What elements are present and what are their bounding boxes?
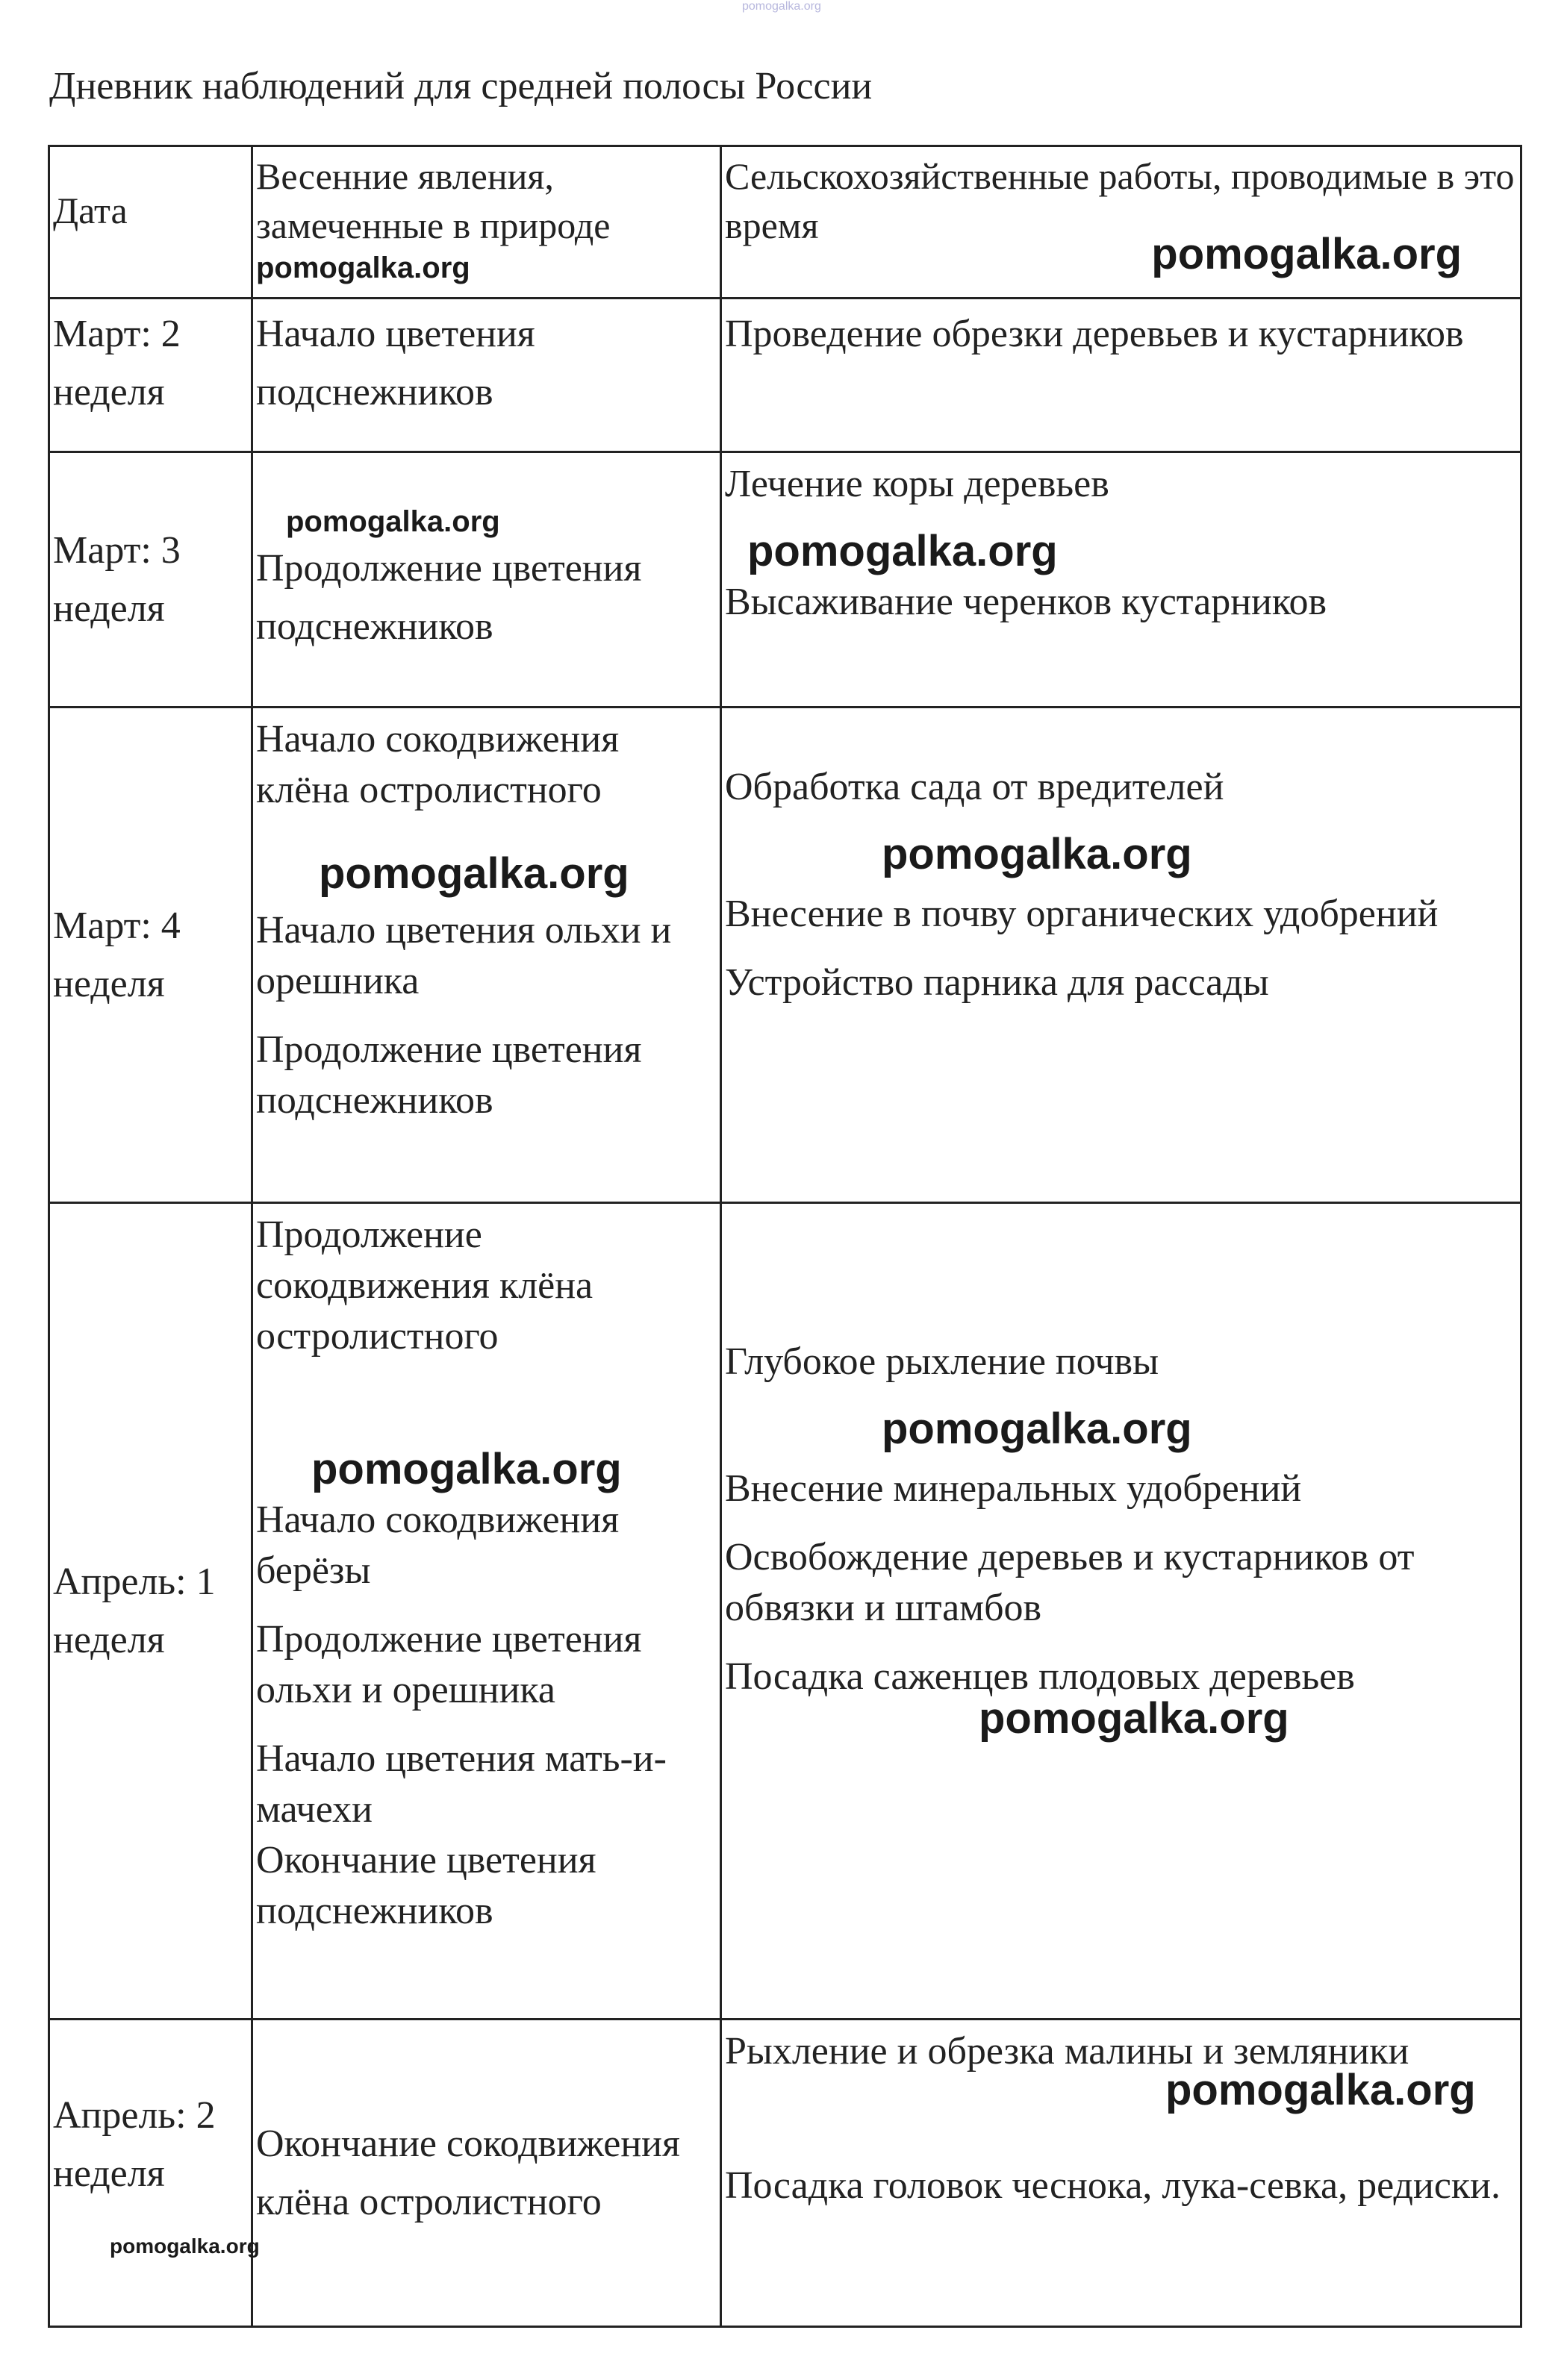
watermark: pomogalka.org <box>1151 230 1462 278</box>
phenomenon-item: Начало сокодвижения берёзы <box>256 1499 620 1592</box>
header-works <box>721 146 1521 299</box>
table-row <box>49 452 1521 708</box>
phenomenon-item: Продолжение цветения ольхи и орешника <box>256 1618 642 1711</box>
table-header-row <box>49 146 1521 299</box>
phenomenon-item: Продолжение цветения подснежников <box>256 546 642 648</box>
watermark: pomogalka.org <box>286 505 500 538</box>
work-item: Освобождение деревьев и кустарников от обвязки и штамбов <box>725 1536 1415 1629</box>
top-watermark: pomogalka.org <box>742 0 821 13</box>
date-label: Апрель: 1 неделя <box>53 1560 216 1661</box>
row-phenomena <box>252 452 721 708</box>
work-item: Внесение в почву органических удобрений <box>725 893 1439 935</box>
date-label: Март: 2 неделя <box>53 313 181 413</box>
work-item: Лечение коры деревьев <box>725 463 1109 505</box>
row-date <box>49 2020 260 2327</box>
phenomenon-item: Окончание сокодвижения клёна остролистного <box>256 2122 680 2223</box>
row-works <box>721 2020 1521 2327</box>
phenomenon-item: Продолжение сокодвижения клёна остролистного <box>256 1214 593 1358</box>
row-works <box>721 299 1521 452</box>
row-phenomena <box>252 708 721 1203</box>
table-row <box>49 2020 1521 2327</box>
watermark: pomogalka.org <box>979 1694 1289 1743</box>
phenomenon-item: Продолжение цветения подснежников <box>256 1028 642 1122</box>
work-item: Высаживание черенков кустарников <box>725 581 1327 623</box>
header-date <box>49 146 252 299</box>
document-title: Дневник наблюдений для средней полосы России <box>49 65 873 107</box>
watermark: pomogalka.org <box>882 830 1192 878</box>
table-row <box>49 299 1521 452</box>
phenomenon-item: Начало цветения подснежников <box>256 313 535 413</box>
row-date <box>49 299 252 452</box>
row-works <box>721 452 1521 708</box>
header-date-label: Дата <box>53 190 128 231</box>
header-works-label: Сельскохозяйственные работы, проводимые в это время <box>725 155 1515 246</box>
work-item: Внесение минеральных удобрений <box>725 1467 1302 1510</box>
work-item: Глубокое рыхление почвы <box>725 1340 1159 1383</box>
row-phenomena <box>252 2020 721 2327</box>
watermark: pomogalka.org <box>110 2234 260 2258</box>
watermark: pomogalka.org <box>256 252 470 284</box>
row-works <box>721 708 1521 1203</box>
work-item: Проведение обрезки деревьев и кустарников <box>725 313 1464 355</box>
phenomenon-item: Начало цветения ольхи и орешника <box>256 909 672 1002</box>
row-works <box>721 1203 1521 2020</box>
row-date <box>49 708 252 1203</box>
watermark: pomogalka.org <box>319 849 629 898</box>
row-date <box>49 452 252 708</box>
table-row <box>49 1203 1521 2020</box>
date-label: Март: 4 неделя <box>53 904 181 1005</box>
row-phenomena <box>252 299 721 452</box>
row-phenomena <box>252 1203 721 2020</box>
watermark: pomogalka.org <box>1165 2066 1476 2114</box>
header-phenomena <box>252 146 721 299</box>
work-item: Обработка сада от вредителей <box>725 766 1224 808</box>
phenomenon-item: Начало цветения мать-и-мачехи <box>256 1737 667 1831</box>
table-row <box>49 708 1521 1203</box>
header-phenomena-label: Весенние явления, замеченные в природе <box>256 155 611 246</box>
observation-table <box>48 145 1522 2328</box>
work-item: Рыхление и обрезка малины и земляники <box>725 2030 1409 2073</box>
date-label: Апрель: 2 неделя <box>53 2093 216 2195</box>
phenomenon-item: Начало сокодвижения клёна остролистного <box>256 718 620 811</box>
watermark: pomogalka.org <box>882 1405 1192 1453</box>
watermark: pomogalka.org <box>747 527 1058 575</box>
work-item: Посадка головок чеснока, лука-севка, редиски. <box>725 2164 1501 2207</box>
date-label: Март: 3 неделя <box>53 528 181 630</box>
row-date <box>49 1203 252 2020</box>
work-item: Устройство парника для рассады <box>725 961 1269 1004</box>
watermark: pomogalka.org <box>311 1445 622 1493</box>
phenomenon-item: Окончание цветения подснежников <box>256 1839 596 1932</box>
work-item: Посадка саженцев плодовых деревьев <box>725 1655 1355 1698</box>
